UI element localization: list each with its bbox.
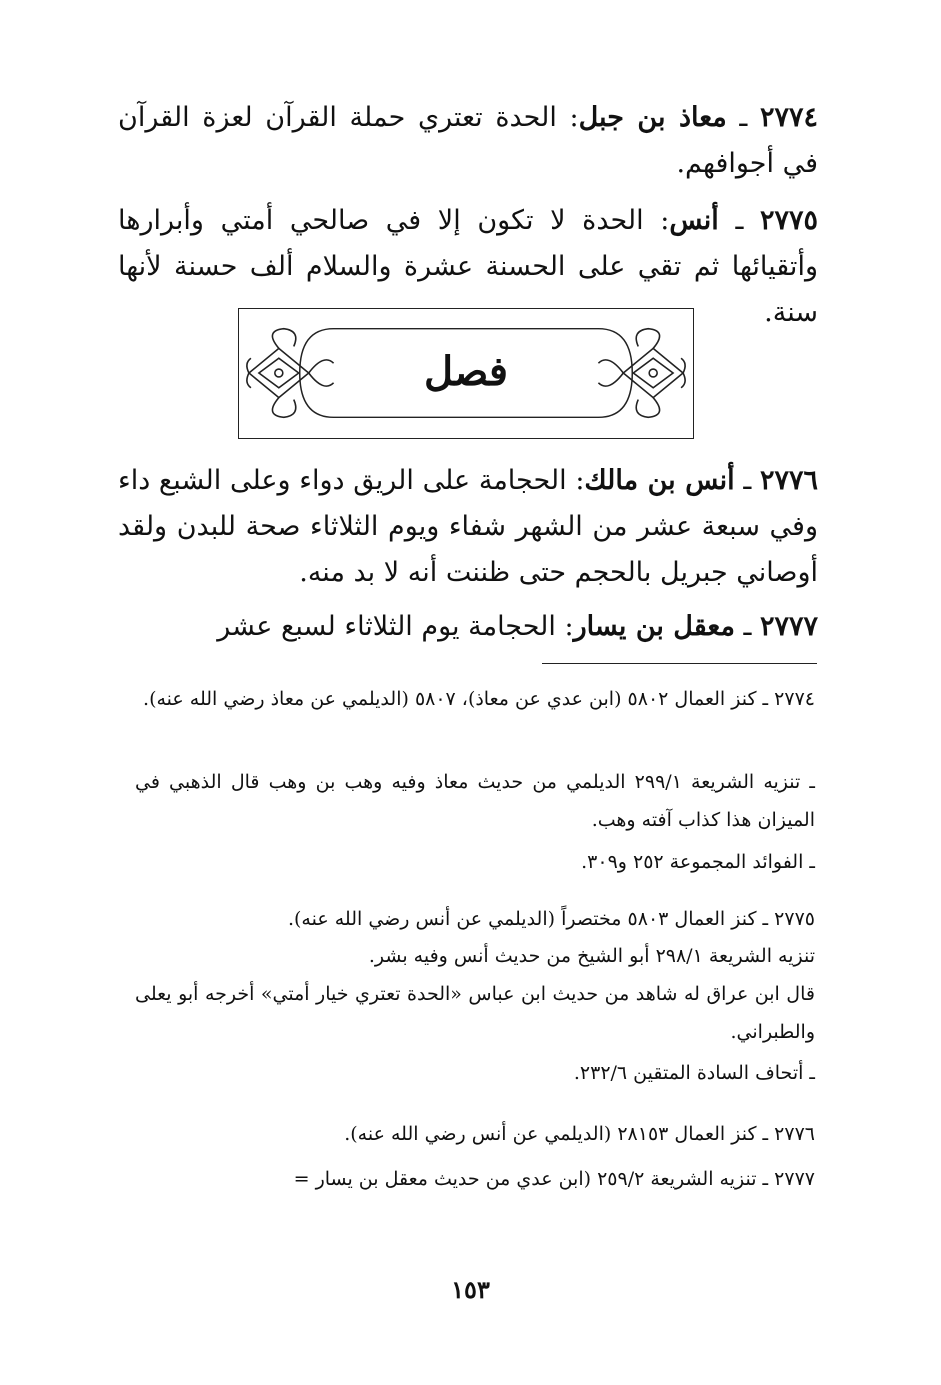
- footnote-2775-ibn-iraq: قال ابن عراق له شاهد من حديث ابن عباس «الحدة تعتري خيار أمتي» أخرجه أبو يعلى والطبراني.: [135, 983, 815, 1043]
- footnote-2775-tanzih: تنزيه الشريعة ٢٩٨/١ أبو الشيخ من حديث أنس وفيه بشر.: [368, 945, 815, 967]
- entry-number: ٢٧٧٧: [759, 611, 818, 642]
- entry-number: ٢٧٧٤: [759, 102, 818, 133]
- page-number: ١٥٣: [451, 1275, 490, 1304]
- hadith-text: : الحدة لا تكون إلا في صالحي أمتي وأبرارها وأتقيائها ثم تقي على الحسنة عشرة والسلام ألف حسنة لأنها سنة.: [118, 205, 818, 328]
- entry-dash: ـ: [734, 611, 760, 642]
- footnote-2777-source: ٢٧٧٧ ـ تنزيه الشريعة ٢٥٩/٢ (ابن عدي من حديث معقل بن يسار =: [293, 1168, 815, 1190]
- narrator-name: معاذ بن جبل: [578, 102, 727, 133]
- entry-dash: ـ: [734, 465, 760, 496]
- footnote-2774-tanzih: ـ تنزيه الشريعة ٢٩٩/١ الديلمي من حديث معاذ وفيه وهب بن وهب قال الذهبي في الميزان هذا كذاب آفته وهب.: [135, 771, 815, 831]
- footnote-2775-ithaf: ـ أتحاف السادة المتقين ٢٣٢/٦.: [573, 1062, 815, 1084]
- entry-number: ٢٧٧٥: [760, 205, 819, 236]
- section-heading-frame: [238, 308, 694, 439]
- hadith-text: : الحدة تعتري حملة القرآن لعزة القرآن في أجوافهم.: [118, 102, 818, 179]
- section-title: فصل: [423, 348, 509, 395]
- hadith-text: : الحجامة على الريق دواء وعلى الشبع داء وفي سبعة عشر من الشهر شفاء ويوم الثلاثاء صحة للبدن ولقد أوصاني جبريل بالحجم حتى ظننت أنه لا بد منه.: [118, 465, 818, 588]
- entry-dash: ـ: [726, 102, 760, 133]
- entry-number: ٢٧٧٦: [759, 465, 818, 496]
- entry-dash: ـ: [718, 205, 760, 236]
- narrator-name: معقل بن يسار: [573, 611, 735, 642]
- narrator-name: أنس: [669, 205, 719, 236]
- footnote-2774-source: ٢٧٧٤ ـ كنز العمال ٥٨٠٢ (ابن عدي عن معاذ)، ٥٨٠٧ (الديلمي عن معاذ رضي الله عنه).: [143, 688, 815, 710]
- footnote-2775-source: ٢٧٧٥ ـ كنز العمال ٥٨٠٣ مختصراً (الديلمي عن أنس رضي الله عنه).: [287, 908, 815, 930]
- footnote-divider: [542, 663, 817, 664]
- footnote-2774-fawaid: ـ الفوائد المجموعة ٢٥٢ و٣٠٩.: [581, 851, 815, 873]
- narrator-name: أنس بن مالك: [584, 465, 735, 496]
- hadith-text: : الحجامة يوم الثلاثاء لسبع عشر: [217, 611, 574, 642]
- hadith-entry-2776: [118, 458, 818, 596]
- footnote-2776-source: ٢٧٧٦ ـ كنز العمال ٢٨١٥٣ (الديلمي عن أنس رضي الله عنه).: [344, 1123, 815, 1145]
- hadith-entry-2774: [118, 95, 818, 187]
- hadith-entry-2777: [118, 604, 818, 650]
